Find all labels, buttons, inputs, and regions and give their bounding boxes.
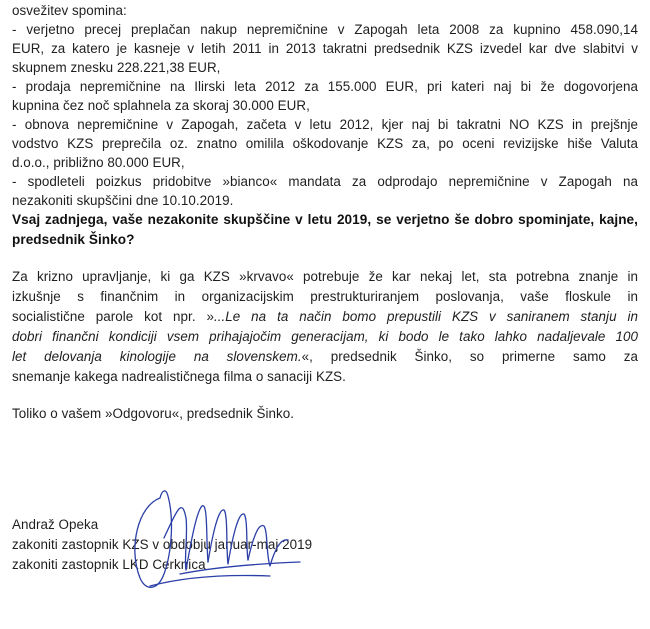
- quote-fragment: let delovanja kinologije na slovenskem.: [12, 349, 302, 364]
- text-line: EUR, za katero je kasneje v letih 2011 in 2013 takratni predsednik KZS izvedel kar dve slabitvi v: [12, 41, 638, 56]
- text-line: Za krizno upravljanje, ki ga KZS »krvavo« potrebuje že kar nekaj let, sta potrebna znanje in: [12, 269, 638, 284]
- text-line: izkušnje s finančnim in organizacijskim prestrukturiranjem poslovanja, vaše floskule in: [12, 289, 638, 304]
- signer-role: zakoniti zastopnik KZS v obdobju januar-maj 2019: [12, 537, 313, 552]
- question-line: predsednik Šinko?: [12, 232, 135, 247]
- text-line: skupnem znesku 228.221,38 EUR,: [12, 60, 221, 75]
- text-fragment: «, predsednik Šinko, so primerne samo za: [301, 349, 638, 364]
- quote-line: dobri finančni kondiciji vsem prihajajočim generacijam, ki bodo le tako lahko nadaljevale 100: [12, 329, 638, 344]
- quote-fragment: ...Le na ta način bomo prepustili KZS v saniranem stanju in: [213, 309, 638, 324]
- text-line: - spodleteli poizkus pridobitve »bianco« mandata za odprodajo nepremičnine v Zapogah na: [12, 174, 638, 189]
- text-line: vodstvo KZS preprečila oz. znatno omilila oškodovanje KZS za, po oceni revizijske hiše Valuta: [12, 136, 638, 151]
- text-fragment: socialistične parole kot npr. »: [12, 309, 214, 324]
- signer-role: zakoniti zastopnik LKD Cerknica: [12, 557, 206, 572]
- handwritten-signature: [120, 478, 310, 598]
- text-line: osvežitev spomina:: [12, 3, 127, 18]
- text-line: snemanje kakega nadrealističnega filma o sanaciji KZS.: [12, 369, 346, 384]
- text-line: [12, 308, 638, 325]
- text-line: kupnina čez noč splahnela za skoraj 30.000 EUR,: [12, 98, 310, 113]
- text-line: - obnova nepremičnine v Zapogah, začeta v letu 2012, kjer naj bi takratni NO KZS in prejšnje: [12, 117, 638, 132]
- signer-name: Andraž Opeka: [12, 517, 99, 532]
- question-line: Vsaj zadnjega, vaše nezakonite skupščine v letu 2019, se verjetno še dobro spominjate, kajne,: [12, 212, 638, 227]
- text-line: - verjetno precej preplačan nakup nepremičnine v Zapogah leta 2008 za kupnino 458.090,14: [12, 22, 638, 37]
- closing-line: Toliko o vašem »Odgovoru«, predsednik Šinko.: [12, 406, 295, 421]
- text-line: [12, 348, 638, 365]
- text-line: nezakoniti skupščini dne 10.10.2019.: [12, 193, 234, 208]
- text-line: d.o.o., približno 80.000 EUR,: [12, 155, 185, 170]
- text-line: - prodaja nepremičnine na Ilirski leta 2012 za 155.000 EUR, pri kateri naj bi že dogovorjena: [12, 79, 638, 94]
